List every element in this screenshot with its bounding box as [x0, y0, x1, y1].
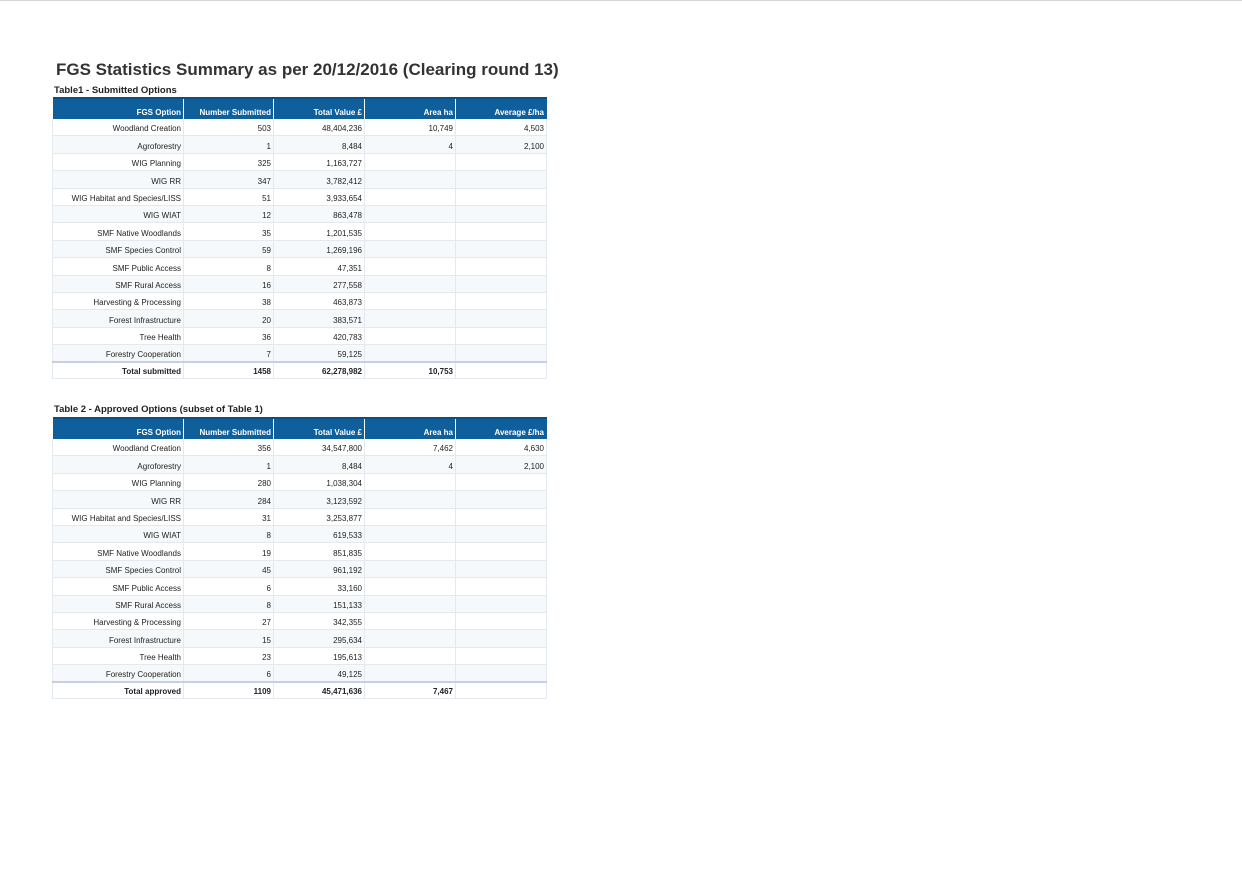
table-row — [53, 171, 547, 188]
cell-area — [365, 188, 456, 205]
cell-fgs-option: WIG RR — [53, 491, 184, 508]
cell-fgs-option: SMF Public Access — [53, 258, 184, 275]
cell-total-value: 34,547,800 — [274, 439, 365, 456]
table-row — [53, 136, 547, 153]
cell-number-submitted: 27 — [184, 612, 274, 629]
cell-area: 10,749 — [365, 119, 456, 136]
cell-number-submitted: 6 — [184, 665, 274, 683]
total-cell-area: 10,753 — [365, 362, 456, 379]
cell-average — [456, 310, 547, 327]
column-header-number-submitted: Number Submitted — [184, 98, 274, 119]
cell-area: 7,462 — [365, 439, 456, 456]
table-row — [53, 456, 547, 473]
cell-fgs-option: Woodland Creation — [53, 439, 184, 456]
cell-number-submitted: 1 — [184, 456, 274, 473]
cell-number-submitted: 15 — [184, 630, 274, 647]
cell-total-value: 961,192 — [274, 560, 365, 577]
cell-fgs-option: Forestry Cooperation — [53, 665, 184, 683]
cell-number-submitted: 7 — [184, 345, 274, 363]
cell-area — [365, 275, 456, 292]
cell-area — [365, 491, 456, 508]
cell-average — [456, 560, 547, 577]
approved-options-table — [52, 417, 547, 699]
total-cell-average — [456, 682, 547, 699]
table-row — [53, 543, 547, 560]
cell-fgs-option: WIG WIAT — [53, 525, 184, 542]
cell-total-value: 48,404,236 — [274, 119, 365, 136]
cell-total-value: 1,163,727 — [274, 153, 365, 170]
cell-total-value: 342,355 — [274, 612, 365, 629]
cell-area — [365, 665, 456, 683]
cell-fgs-option: SMF Native Woodlands — [53, 223, 184, 240]
cell-fgs-option: WIG RR — [53, 171, 184, 188]
cell-number-submitted: 51 — [184, 188, 274, 205]
cell-area — [365, 223, 456, 240]
cell-number-submitted: 35 — [184, 223, 274, 240]
cell-number-submitted: 31 — [184, 508, 274, 525]
table-row — [53, 491, 547, 508]
cell-area — [365, 240, 456, 257]
cell-average: 4,503 — [456, 119, 547, 136]
cell-total-value: 1,201,535 — [274, 223, 365, 240]
cell-total-value: 3,782,412 — [274, 171, 365, 188]
total-cell-average — [456, 362, 547, 379]
cell-total-value: 47,351 — [274, 258, 365, 275]
table-row — [53, 119, 547, 136]
table-row — [53, 612, 547, 629]
total-cell-fgs-option: Total approved — [53, 682, 184, 699]
cell-area — [365, 543, 456, 560]
cell-total-value: 1,269,196 — [274, 240, 365, 257]
cell-number-submitted: 1 — [184, 136, 274, 153]
cell-fgs-option: SMF Rural Access — [53, 275, 184, 292]
cell-average: 2,100 — [456, 136, 547, 153]
cell-area — [365, 171, 456, 188]
cell-total-value: 195,613 — [274, 647, 365, 664]
cell-area: 4 — [365, 456, 456, 473]
cell-number-submitted: 8 — [184, 525, 274, 542]
column-header-fgs-option: FGS Option — [53, 98, 184, 119]
table-row — [53, 578, 547, 595]
cell-average — [456, 491, 547, 508]
cell-average — [456, 153, 547, 170]
cell-average — [456, 630, 547, 647]
cell-area — [365, 560, 456, 577]
cell-average — [456, 275, 547, 292]
total-cell-total-value: 45,471,636 — [274, 682, 365, 699]
cell-number-submitted: 36 — [184, 327, 274, 344]
total-cell-area: 7,467 — [365, 682, 456, 699]
cell-average — [456, 345, 547, 363]
table-row — [53, 258, 547, 275]
cell-average — [456, 543, 547, 560]
total-cell-number-submitted: 1109 — [184, 682, 274, 699]
cell-total-value: 1,038,304 — [274, 473, 365, 490]
submitted-options-table — [52, 97, 547, 379]
cell-fgs-option: SMF Native Woodlands — [53, 543, 184, 560]
cell-number-submitted: 23 — [184, 647, 274, 664]
cell-fgs-option: SMF Species Control — [53, 560, 184, 577]
cell-number-submitted: 16 — [184, 275, 274, 292]
cell-area — [365, 258, 456, 275]
cell-number-submitted: 12 — [184, 205, 274, 222]
cell-fgs-option: Agroforestry — [53, 136, 184, 153]
cell-fgs-option: Tree Health — [53, 327, 184, 344]
table-2-caption: Table 2 - Approved Options (subset of Table 1) — [54, 404, 263, 415]
cell-total-value: 3,253,877 — [274, 508, 365, 525]
table-header-row — [53, 98, 547, 119]
cell-total-value: 33,160 — [274, 578, 365, 595]
column-header-total-value: Total Value £ — [274, 98, 365, 119]
cell-fgs-option: Forest Infrastructure — [53, 630, 184, 647]
table-row — [53, 188, 547, 205]
cell-area — [365, 508, 456, 525]
cell-fgs-option: SMF Species Control — [53, 240, 184, 257]
cell-fgs-option: Harvesting & Processing — [53, 612, 184, 629]
total-row — [53, 682, 547, 699]
cell-average — [456, 595, 547, 612]
total-cell-total-value: 62,278,982 — [274, 362, 365, 379]
cell-average — [456, 473, 547, 490]
cell-average — [456, 292, 547, 309]
table-row — [53, 205, 547, 222]
top-divider — [0, 0, 1242, 1]
cell-number-submitted: 356 — [184, 439, 274, 456]
table-row — [53, 647, 547, 664]
total-cell-fgs-option: Total submitted — [53, 362, 184, 379]
cell-total-value: 8,484 — [274, 456, 365, 473]
cell-fgs-option: SMF Rural Access — [53, 595, 184, 612]
cell-average — [456, 327, 547, 344]
table-row — [53, 275, 547, 292]
column-header-average: Average £/ha — [456, 98, 547, 119]
cell-number-submitted: 38 — [184, 292, 274, 309]
cell-number-submitted: 8 — [184, 258, 274, 275]
cell-total-value: 8,484 — [274, 136, 365, 153]
cell-number-submitted: 280 — [184, 473, 274, 490]
cell-average: 4,630 — [456, 439, 547, 456]
table-row — [53, 292, 547, 309]
cell-average — [456, 171, 547, 188]
cell-fgs-option: WIG Habitat and Species/LISS — [53, 188, 184, 205]
cell-number-submitted: 45 — [184, 560, 274, 577]
cell-area: 4 — [365, 136, 456, 153]
table-header-row — [53, 418, 547, 439]
cell-total-value: 295,634 — [274, 630, 365, 647]
cell-area — [365, 473, 456, 490]
cell-total-value: 863,478 — [274, 205, 365, 222]
cell-fgs-option: Forest Infrastructure — [53, 310, 184, 327]
cell-total-value: 49,125 — [274, 665, 365, 683]
cell-area — [365, 595, 456, 612]
cell-average — [456, 612, 547, 629]
cell-area — [365, 153, 456, 170]
cell-total-value: 277,558 — [274, 275, 365, 292]
table-row — [53, 595, 547, 612]
cell-fgs-option: Woodland Creation — [53, 119, 184, 136]
cell-area — [365, 205, 456, 222]
table-row — [53, 508, 547, 525]
table-row — [53, 240, 547, 257]
table-row — [53, 665, 547, 683]
total-row — [53, 362, 547, 379]
cell-area — [365, 310, 456, 327]
cell-total-value: 619,533 — [274, 525, 365, 542]
table-row — [53, 630, 547, 647]
cell-area — [365, 525, 456, 542]
cell-area — [365, 327, 456, 344]
cell-total-value: 463,873 — [274, 292, 365, 309]
page-title: FGS Statistics Summary as per 20/12/2016 (Clearing round 13) — [56, 60, 559, 79]
cell-average — [456, 258, 547, 275]
cell-total-value: 151,133 — [274, 595, 365, 612]
cell-number-submitted: 20 — [184, 310, 274, 327]
table-1-caption: Table1 - Submitted Options — [54, 85, 177, 96]
cell-total-value: 3,933,654 — [274, 188, 365, 205]
column-header-average: Average £/ha — [456, 418, 547, 439]
cell-fgs-option: WIG Planning — [53, 473, 184, 490]
cell-average — [456, 578, 547, 595]
total-cell-number-submitted: 1458 — [184, 362, 274, 379]
table-row — [53, 153, 547, 170]
column-header-area: Area ha — [365, 98, 456, 119]
cell-area — [365, 647, 456, 664]
cell-number-submitted: 503 — [184, 119, 274, 136]
column-header-fgs-option: FGS Option — [53, 418, 184, 439]
cell-area — [365, 630, 456, 647]
cell-average — [456, 665, 547, 683]
table-row — [53, 439, 547, 456]
cell-fgs-option: WIG Habitat and Species/LISS — [53, 508, 184, 525]
cell-area — [365, 345, 456, 363]
cell-number-submitted: 8 — [184, 595, 274, 612]
cell-fgs-option: Tree Health — [53, 647, 184, 664]
cell-total-value: 383,571 — [274, 310, 365, 327]
cell-average — [456, 508, 547, 525]
cell-total-value: 3,123,592 — [274, 491, 365, 508]
cell-number-submitted: 325 — [184, 153, 274, 170]
column-header-area: Area ha — [365, 418, 456, 439]
cell-fgs-option: Agroforestry — [53, 456, 184, 473]
cell-average — [456, 240, 547, 257]
table-row — [53, 223, 547, 240]
cell-average — [456, 525, 547, 542]
cell-number-submitted: 284 — [184, 491, 274, 508]
cell-number-submitted: 59 — [184, 240, 274, 257]
table-row — [53, 560, 547, 577]
table-row — [53, 345, 547, 363]
cell-average — [456, 205, 547, 222]
table-row — [53, 327, 547, 344]
cell-average: 2,100 — [456, 456, 547, 473]
cell-average — [456, 647, 547, 664]
table-row — [53, 525, 547, 542]
column-header-number-submitted: Number Submitted — [184, 418, 274, 439]
cell-area — [365, 292, 456, 309]
cell-average — [456, 223, 547, 240]
table-row — [53, 473, 547, 490]
cell-fgs-option: Harvesting & Processing — [53, 292, 184, 309]
cell-area — [365, 578, 456, 595]
cell-fgs-option: SMF Public Access — [53, 578, 184, 595]
cell-total-value: 851,835 — [274, 543, 365, 560]
cell-number-submitted: 19 — [184, 543, 274, 560]
cell-fgs-option: Forestry Cooperation — [53, 345, 184, 363]
cell-number-submitted: 347 — [184, 171, 274, 188]
cell-total-value: 420,783 — [274, 327, 365, 344]
cell-number-submitted: 6 — [184, 578, 274, 595]
cell-fgs-option: WIG WIAT — [53, 205, 184, 222]
cell-average — [456, 188, 547, 205]
column-header-total-value: Total Value £ — [274, 418, 365, 439]
cell-fgs-option: WIG Planning — [53, 153, 184, 170]
table-row — [53, 310, 547, 327]
cell-area — [365, 612, 456, 629]
cell-total-value: 59,125 — [274, 345, 365, 363]
